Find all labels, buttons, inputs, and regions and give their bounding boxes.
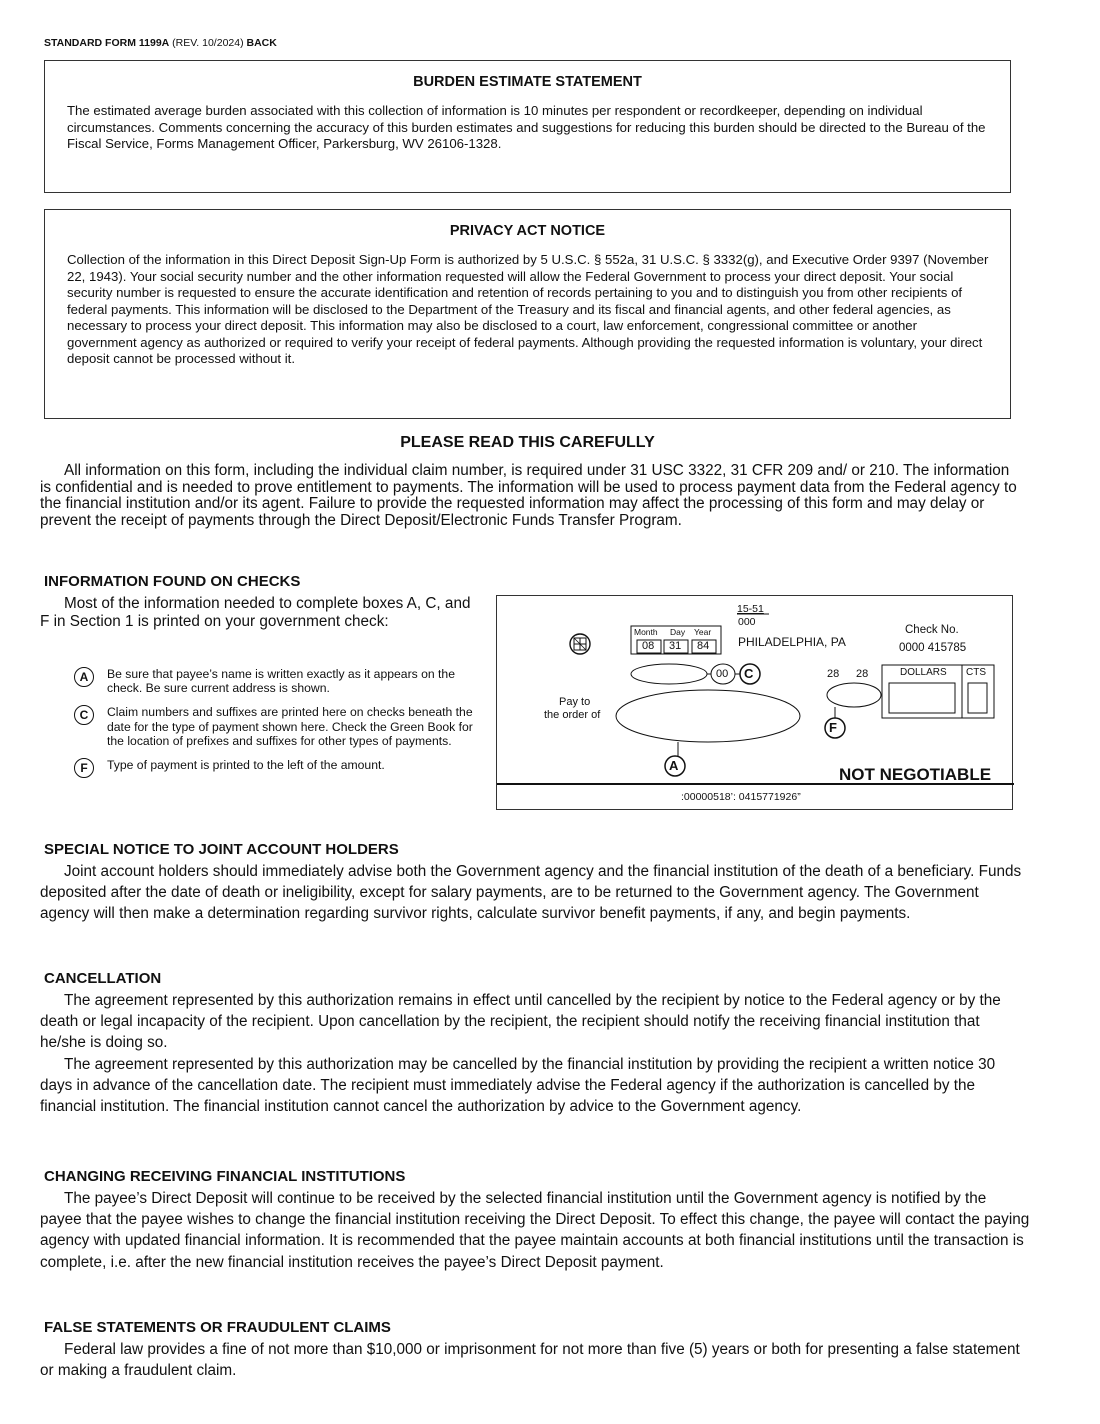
check-illustration (496, 595, 1013, 810)
claim-suffix: 00 (716, 668, 729, 680)
date-value-day: 31 (669, 640, 682, 652)
bullet-f (74, 758, 484, 776)
dollars-label: DOLLARS (900, 667, 947, 678)
treasury-seal-icon (570, 634, 590, 654)
callout-c-icon: C (74, 705, 94, 725)
joint-heading: SPECIAL NOTICE TO JOINT ACCOUNT HOLDERS (44, 841, 399, 858)
joint-text (40, 861, 1030, 925)
amount-prefix-right: 28 (856, 668, 869, 680)
micr-line: :00000518’: 0415771926” (681, 791, 801, 803)
callout-a-check-icon: A (669, 758, 679, 773)
date-value-month: 08 (642, 640, 655, 652)
changing-heading: CHANGING RECEIVING FINANCIAL INSTITUTIONS (44, 1168, 406, 1185)
check-city: PHILADELPHIA, PA (738, 635, 846, 649)
routing-fraction-top: 15-51 (737, 603, 764, 615)
date-label-year: Year (694, 627, 712, 637)
callout-f-check-icon: F (829, 720, 837, 735)
check-no-label: Check No. (905, 624, 959, 636)
cts-label: CTS (966, 667, 986, 678)
not-negotiable-label: NOT NEGOTIABLE (839, 765, 992, 784)
cancellation-paragraph-2: The agreement represented by this authorization may be cancelled by the financial institution by providing the recipient a written notice 30 days in advance of the cancellation date. The recipient must immediately advise the Federal agency if the authorization is cancelled by the financial institution. The financial institution cannot cancel the authorization by advice to the Government agency. (40, 1055, 996, 1116)
routing-fraction-bottom: 000 (738, 616, 756, 628)
callout-c-check-icon: C (744, 666, 754, 681)
check-no-value: 0000 415785 (899, 642, 967, 654)
burden-estimate-box (44, 60, 1011, 193)
please-read-text: All information on this form, including the individual claim number, is required under 31 USC 3322, 31 CFR 209 and/ or 210. The information is confidential and is needed to prove entitlement to payments. The information will be used to process payment data from the Federal agency to the financial institution and/or its agent. Failure to provide the requested information may affect the processing of this form and may delay or prevent the receipt of payments through the Direct Deposit/Electronic Funds Transfer Program. (40, 462, 1017, 529)
privacy-act-box (44, 209, 1011, 419)
joint-paragraph: Joint account holders should immediately advise both the Government agency and the financial institution of the death of a beneficiary. Funds deposited after the date of death or ineligibility, except for salary payments, are to be returned to the Government agency. The Government agency will then make a determination regarding survivor rights, calculate survivor benefit payments, if any, and begin payments. (40, 863, 1022, 923)
cancellation-paragraph-1: The agreement represented by this authorization remains in effect until cancelled by the recipient by notice to the Federal agency or by the death or legal incapacity of the recipient. Upon cancellation by the recipient, the recipient should notify the receiving financial institution that he/she is doing so. (40, 992, 1001, 1052)
changing-paragraph: The payee’s Direct Deposit will continue to be received by the selected financial institution until the Government agency is notified by the payee that the payee wishes to change the financial institution receiving the Direct Deposit. To effect this change, the payee will contact the paying agency with updated financial information. It is recommended that the payee maintain accounts at both financial institutions until the transaction is complete, i.e. after the new financial institution receives the payee’s Direct Deposit payment. (40, 1190, 1030, 1271)
bullet-a (74, 667, 484, 695)
privacy-text: Collection of the information in this Direct Deposit Sign-Up Form is authorized by 5 U.S.C. § 552a, 31 U.S.C. § 3332(g), and Executive Order 9397 (November 22, 1943). Your social security number and the other information requested will allow the Federal Government to process your direct deposit. Your social security number is requested to ensure the accurate identification and retention of records pertaining to you and to distinguish you from other recipients of federal payments. This information will be disclosed to the Department of the Treasury and its fiscal and financial agents, and other federal agencies, as necessary to process your direct deposit. This information may also be disclosed to a court, law enforcement, congressional committee or another government agency as authorized or required to verify your receipt of federal payments. Although providing the requested information is voluntary, your direct deposit cannot be processed without it. (67, 252, 989, 366)
false-statements-heading: FALSE STATEMENTS OR FRAUDULENT CLAIMS (44, 1319, 391, 1336)
checks-bullet-list (74, 667, 484, 782)
cancellation-text (40, 990, 1025, 1117)
pay-to-line2: the order of (544, 709, 601, 721)
please-read-title: PLEASE READ THIS CAREFULLY (400, 434, 655, 451)
callout-a-icon: A (74, 667, 94, 687)
form-revision: (REV. 10/2024) (172, 37, 244, 49)
date-value-year: 84 (697, 640, 710, 652)
checks-intro: Most of the information needed to complete boxes A, C, and F in Section 1 is printed on your government check: (40, 595, 471, 630)
bullet-f-text: Type of payment is printed to the left of the amount. (107, 758, 385, 773)
callout-f-icon: F (74, 758, 94, 778)
cancellation-heading: CANCELLATION (44, 970, 162, 987)
burden-text: The estimated average burden associated with this collection of information is 10 minutes per respondent or recordkeeper, depending on individual circumstances. Comments concerning the accuracy of this burden estimates and suggestions for reducing this burden should be directed to the Bureau of the Fiscal Service, Forms Management Officer, Parkersburg, WV 26106-1328. (67, 103, 986, 151)
bullet-c (74, 705, 484, 748)
burden-title: BURDEN ESTIMATE STATEMENT (413, 74, 642, 90)
changing-text (40, 1188, 1030, 1273)
pay-to-line1: Pay to (559, 696, 591, 708)
form-name: STANDARD FORM 1199A (44, 37, 170, 49)
privacy-title: PRIVACY ACT NOTICE (449, 223, 606, 239)
form-header (44, 37, 277, 49)
amount-prefix-left: 28 (827, 668, 840, 680)
bullet-c-text: Claim numbers and suffixes are printed here on checks beneath the date for the type of payment shown here. Check the Green Book for the location of prefixes and suffixes for other types of payments. (107, 705, 473, 748)
date-label-day: Day (670, 627, 686, 637)
date-label-month: Month (634, 627, 658, 637)
checks-heading: INFORMATION FOUND ON CHECKS (44, 573, 301, 590)
form-side: BACK (246, 37, 277, 49)
bullet-a-text: Be sure that payee’s name is written exactly as it appears on the check. Be sure current address is shown. (107, 667, 455, 696)
false-statements-paragraph: Federal law provides a fine of not more than $10,000 or imprisonment for not more than five (5) years or both for presenting a false statement or making a fraudulent claim. (40, 1341, 1020, 1380)
false-statements-text (40, 1339, 1030, 1381)
